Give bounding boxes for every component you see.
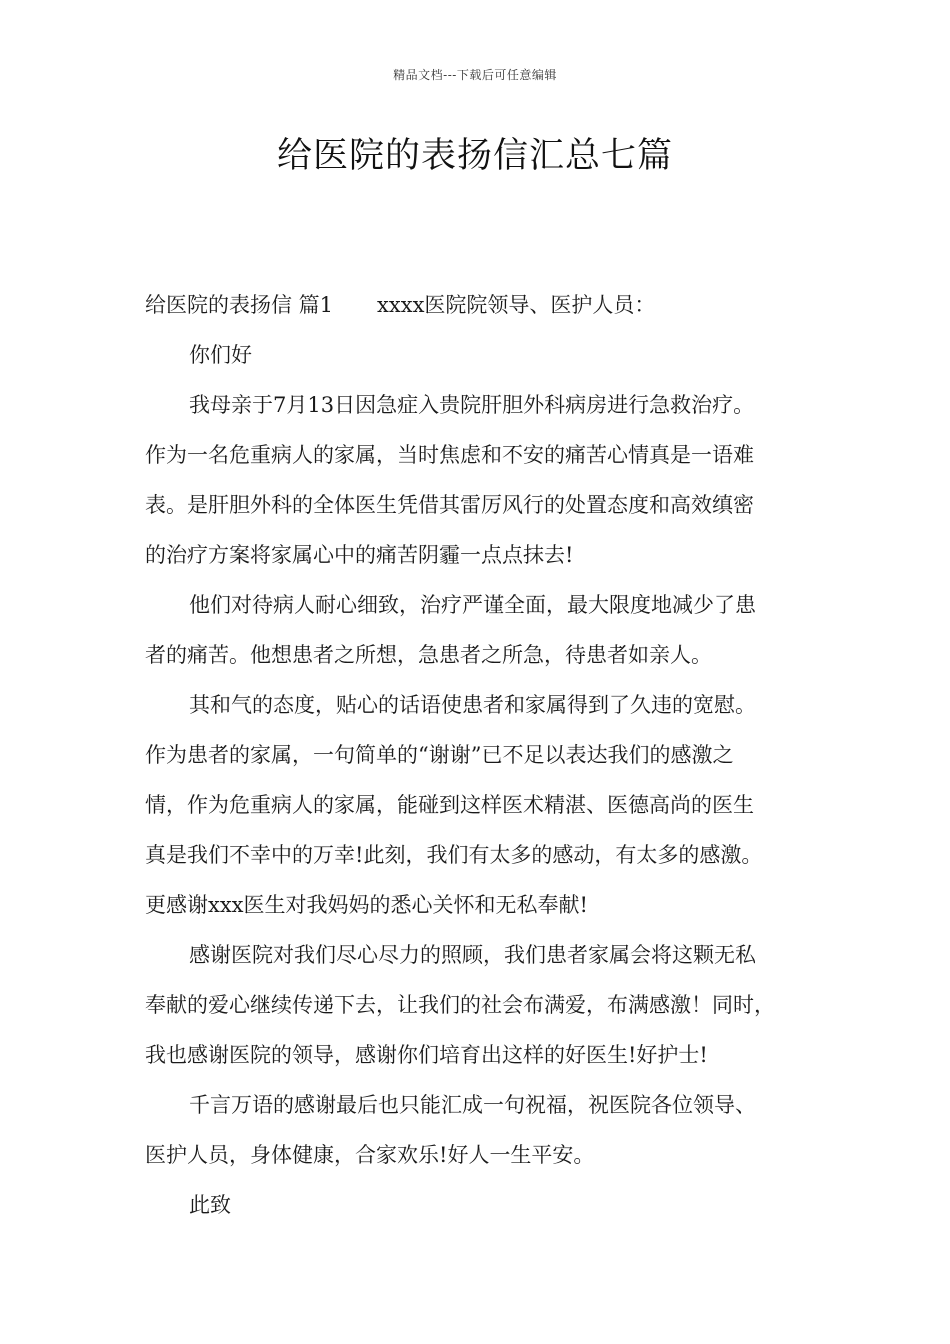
closing-line: 此致 bbox=[189, 1193, 231, 1217]
header-note: 精品文档---下载后可任意编辑 bbox=[393, 68, 557, 82]
paragraph-line: 感谢医院对我们尽心尽力的照顾，我们患者家属会将这颗无私 bbox=[189, 943, 756, 967]
paragraph-line: 他们对待病人耐心细致，治疗严谨全面，最大限度地减少了患 bbox=[189, 593, 756, 617]
paragraph-line: 医护人员，身体健康，合家欢乐!好人一生平安。 bbox=[145, 1143, 595, 1167]
letter-body bbox=[145, 280, 825, 1230]
paragraph-line: 千言万语的感谢最后也只能汇成一句祝福，祝医院各位领导、 bbox=[189, 1093, 756, 1117]
document-title: 给医院的表扬信汇总七篇 bbox=[276, 136, 673, 176]
paragraph-line: 更感谢xxx医生对我妈妈的悉心关怀和无私奉献! bbox=[145, 893, 588, 917]
section-label: 给医院的表扬信 篇1 bbox=[145, 293, 334, 317]
paragraph-line: 的治疗方案将家属心中的痛苦阴霾一点点抹去! bbox=[145, 543, 574, 567]
paragraph-line: 奉献的爱心继续传递下去，让我们的社会布满爱，布满感激！同时， bbox=[145, 993, 775, 1017]
salutation: xxxx医院院领导、医护人员： bbox=[377, 293, 656, 317]
letter-heading-line bbox=[145, 280, 825, 330]
paragraph-line: 其和气的态度，贴心的话语使患者和家属得到了久违的宽慰。 bbox=[189, 693, 756, 717]
paragraph-line: 我母亲于7月13日因急症入贵院肝胆外科病房进行急救治疗。 bbox=[189, 393, 755, 417]
paragraph-line: 情，作为危重病人的家属，能碰到这样医术精湛、医德高尚的医生 bbox=[145, 793, 754, 817]
paragraph-line: 作为患者的家属，一句简单的“谢谢”已不足以表达我们的感激之 bbox=[145, 743, 734, 767]
paragraph-line: 真是我们不幸中的万幸!此刻，我们有太多的感动，有太多的感激。 bbox=[145, 843, 763, 867]
paragraph-line: 作为一名危重病人的家属，当时焦虑和不安的痛苦心情真是一语难 bbox=[145, 443, 754, 467]
paragraph-line: 我也感谢医院的领导，感谢你们培育出这样的好医生!好护士! bbox=[145, 1043, 708, 1067]
paragraph-line: 表。是肝胆外科的全体医生凭借其雷厉风行的处置态度和高效缜密 bbox=[145, 493, 754, 517]
paragraph-line: 者的痛苦。他想患者之所想，急患者之所急，待患者如亲人。 bbox=[145, 643, 712, 667]
greeting-line: 你们好 bbox=[189, 343, 252, 367]
